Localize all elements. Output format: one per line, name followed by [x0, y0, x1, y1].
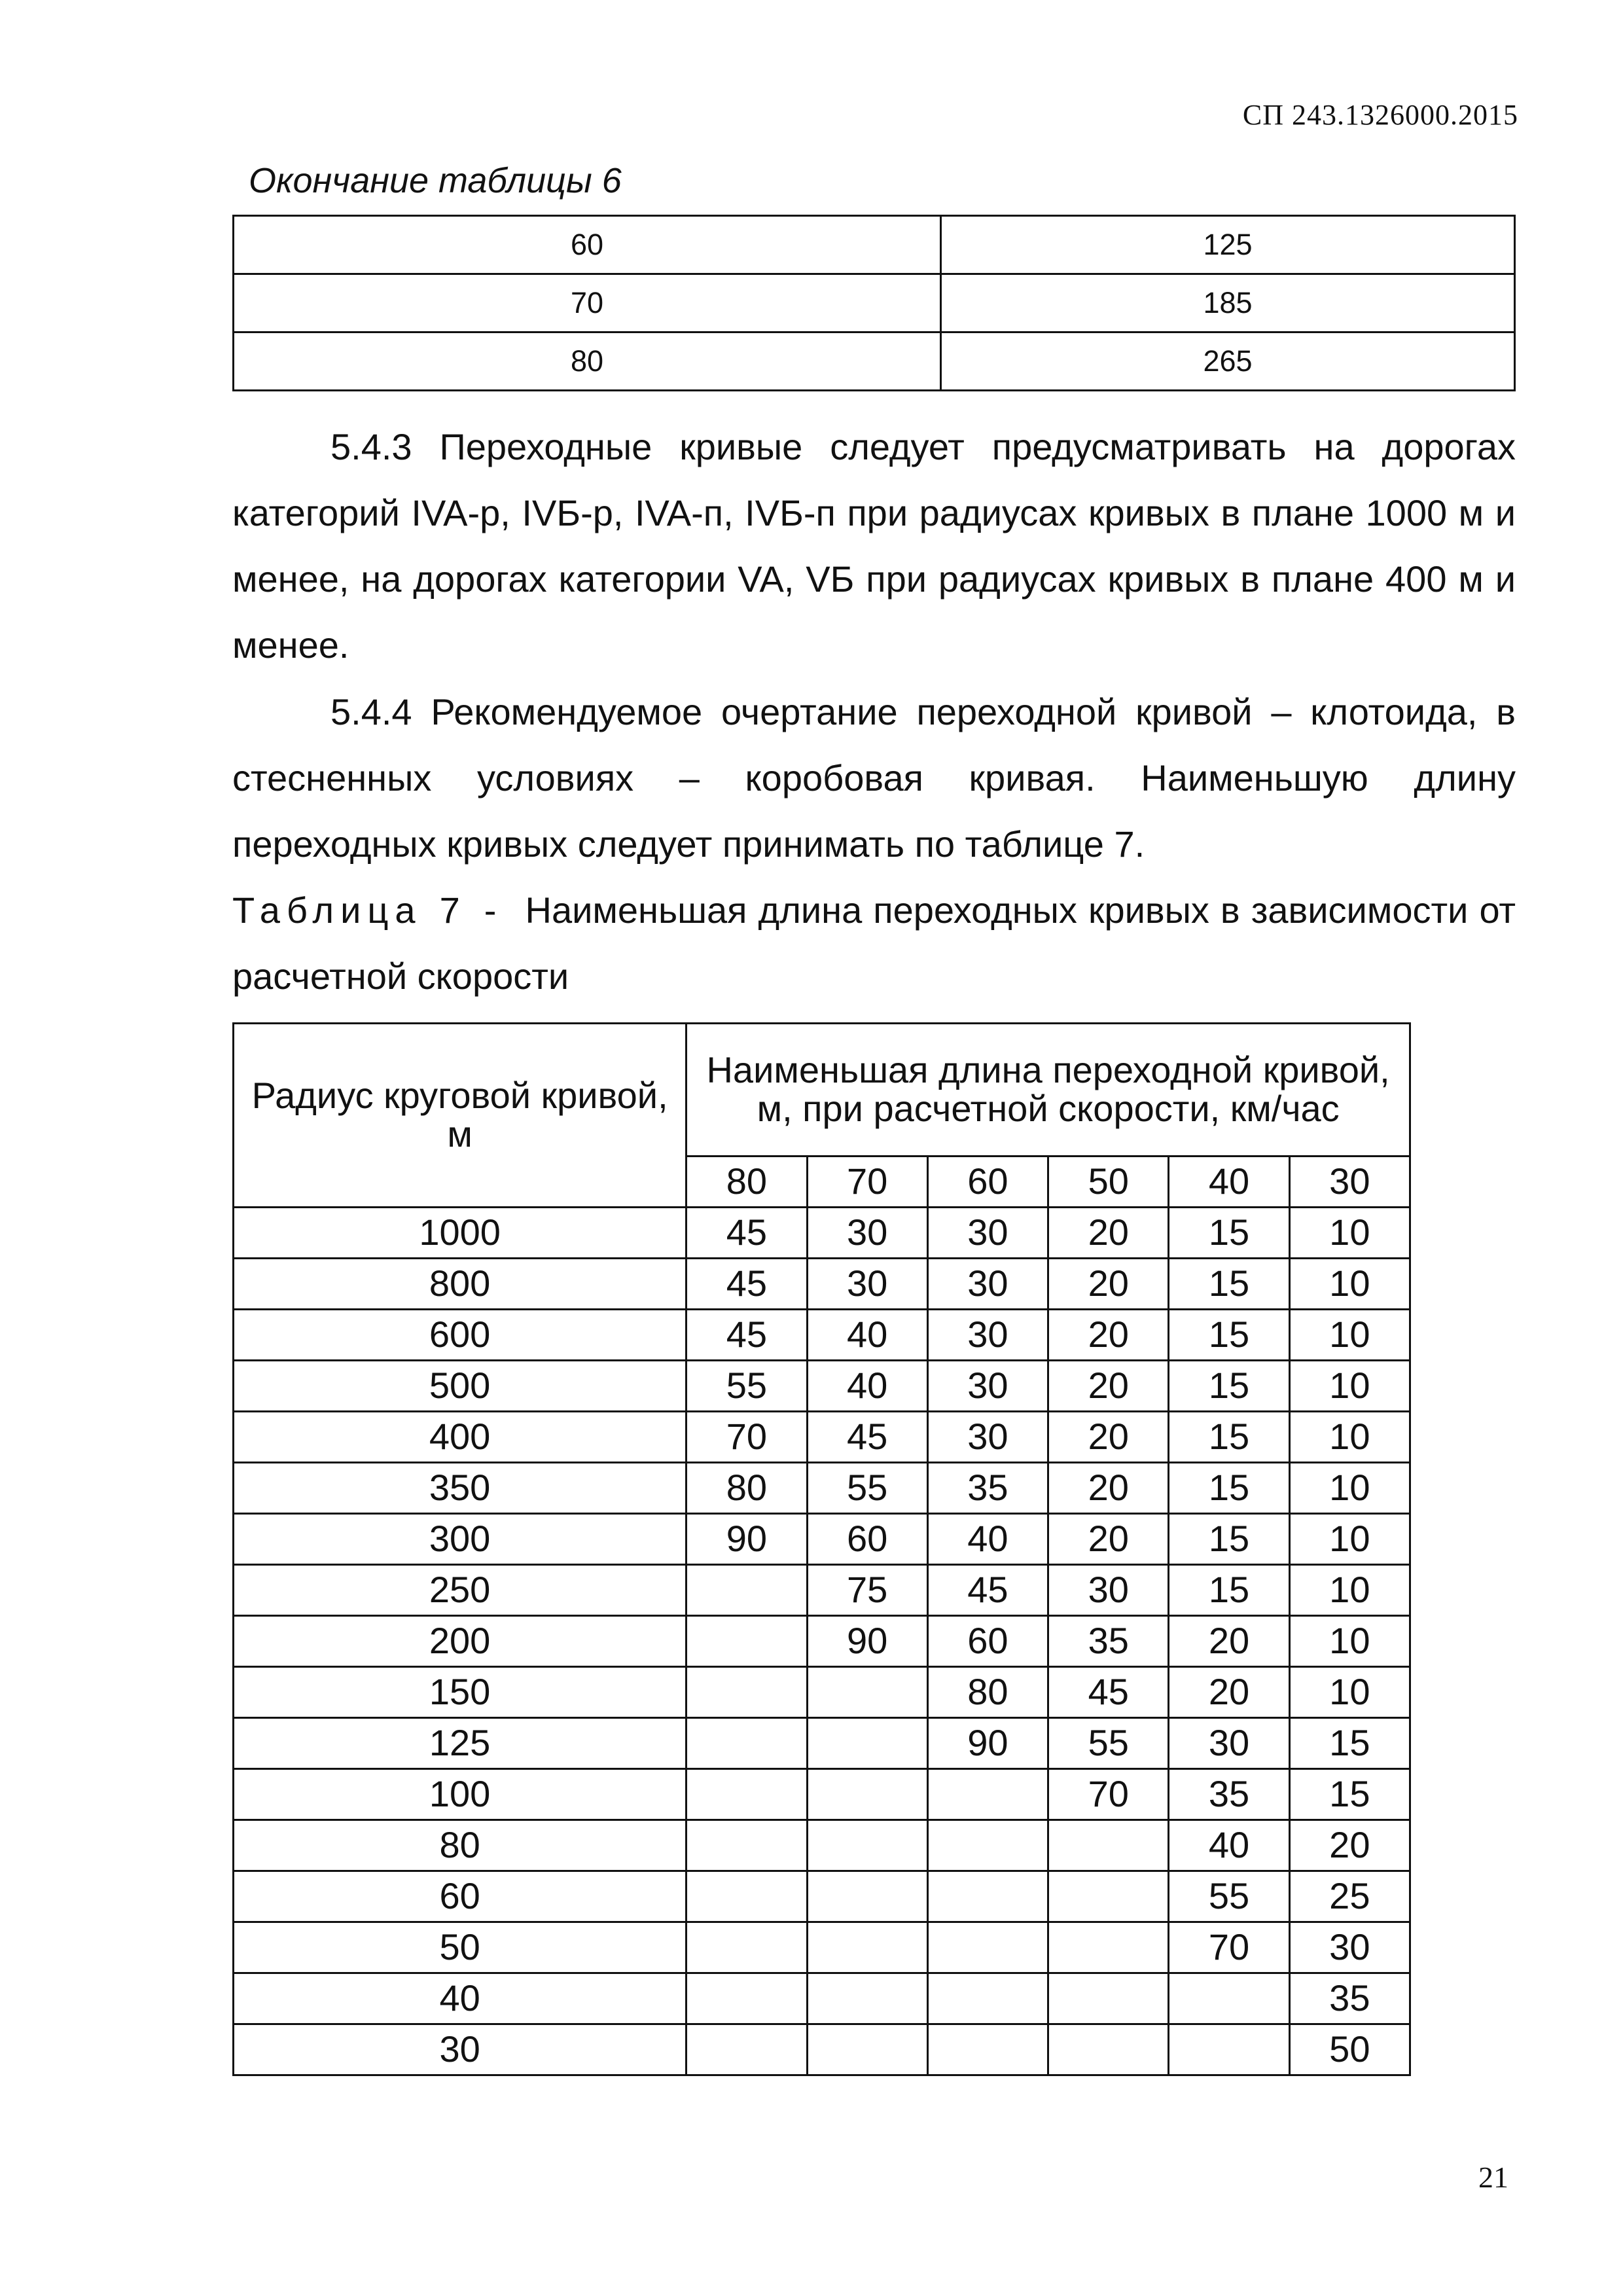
- table6-cell-speed: 60: [234, 216, 941, 274]
- table7-cell-radius: 1000: [234, 1208, 687, 1259]
- table7-cell-length: 30: [927, 1310, 1048, 1361]
- table7-cell-length: 25: [1289, 1871, 1410, 1922]
- table7-cell-length: 10: [1289, 1514, 1410, 1565]
- table7-cell-length: 90: [927, 1718, 1048, 1769]
- table7-cell-length: [687, 1616, 807, 1667]
- table7-cell-length: 15: [1169, 1361, 1289, 1412]
- table7-cell-radius: 800: [234, 1259, 687, 1310]
- table7-cell-length: 70: [1169, 1922, 1289, 1973]
- table7-cell-length: 40: [807, 1310, 927, 1361]
- table7-row: [234, 1718, 1410, 1769]
- table7-cell-length: [1048, 1922, 1169, 1973]
- table7-body: [234, 1208, 1410, 2075]
- table7-cell-length: 40: [807, 1361, 927, 1412]
- table7-cell-length: 20: [1169, 1616, 1289, 1667]
- table7-cell-radius: 30: [234, 2024, 687, 2075]
- table7-cell-length: 90: [807, 1616, 927, 1667]
- table6-cell-speed: 80: [234, 332, 941, 391]
- table7-cell-length: 15: [1169, 1208, 1289, 1259]
- table7-cell-length: 10: [1289, 1616, 1410, 1667]
- table7-cell-length: 35: [1289, 1973, 1410, 2024]
- table7-row: [234, 1565, 1410, 1616]
- header-speed-80: 80: [687, 1157, 807, 1208]
- table7-caption-text: Наименьшая длина переходных кривых в зависимости от расчетной скорости: [232, 889, 1516, 997]
- table7-cell-length: 10: [1289, 1208, 1410, 1259]
- table7-caption-label: Таблица 7 -: [232, 889, 503, 931]
- table7-cell-length: [927, 1820, 1048, 1871]
- table7-cell-length: 20: [1169, 1667, 1289, 1718]
- table7-row: [234, 2024, 1410, 2075]
- header-radius: Радиус круговой кривой, м: [234, 1024, 687, 1208]
- table7-cell-length: 20: [1048, 1412, 1169, 1463]
- table7-cell-length: 80: [927, 1667, 1048, 1718]
- table6-cell-value: 125: [941, 216, 1515, 274]
- table7-cell-length: [807, 2024, 927, 2075]
- table7-cell-length: 30: [927, 1412, 1048, 1463]
- table7-cell-radius: 200: [234, 1616, 687, 1667]
- table7-cell-length: 35: [1048, 1616, 1169, 1667]
- table7-cell-length: 55: [687, 1361, 807, 1412]
- table7-row: [234, 1667, 1410, 1718]
- table7-cell-length: 10: [1289, 1259, 1410, 1310]
- table6-row: [234, 274, 1515, 332]
- header-speed-40: 40: [1169, 1157, 1289, 1208]
- table7-cell-length: 15: [1169, 1412, 1289, 1463]
- table7-cell-length: 35: [1169, 1769, 1289, 1820]
- table6-row: [234, 332, 1515, 391]
- table7-cell-length: 30: [927, 1361, 1048, 1412]
- paragraph-5-4-4: 5.4.4 Рекомендуемое очертание переходной кривой – клотоида, в стесненных условиях – коробовая кривая. Наименьшую длину переходных кривых следует принимать по таблице 7.: [232, 691, 1516, 865]
- table7-cell-length: [927, 1922, 1048, 1973]
- table7-cell-length: 45: [687, 1208, 807, 1259]
- table7-cell-length: [1048, 1820, 1169, 1871]
- header-speed-60: 60: [927, 1157, 1048, 1208]
- table7-cell-length: 90: [687, 1514, 807, 1565]
- table7-cell-length: 30: [927, 1208, 1048, 1259]
- table7-cell-length: 30: [927, 1259, 1048, 1310]
- table7-cell-length: [807, 1667, 927, 1718]
- table7-cell-length: 15: [1169, 1514, 1289, 1565]
- table7: [232, 1022, 1411, 2076]
- table7-cell-length: 70: [687, 1412, 807, 1463]
- table7-row: [234, 1616, 1410, 1667]
- table7-cell-length: [687, 1871, 807, 1922]
- table7-cell-length: 45: [807, 1412, 927, 1463]
- table7-cell-length: 30: [1048, 1565, 1169, 1616]
- table7-cell-length: [807, 1718, 927, 1769]
- table6-cell-value: 185: [941, 274, 1515, 332]
- table7-cell-length: [687, 2024, 807, 2075]
- table7-cell-length: 45: [927, 1565, 1048, 1616]
- table7-cell-length: [927, 1871, 1048, 1922]
- table7-cell-length: 15: [1289, 1769, 1410, 1820]
- table7-caption: [232, 877, 1516, 1009]
- table7-row: [234, 1820, 1410, 1871]
- table7-cell-length: 10: [1289, 1412, 1410, 1463]
- table7-row: [234, 1973, 1410, 2024]
- table6-caption: Окончание таблицы 6: [249, 161, 622, 200]
- table7-row: [234, 1259, 1410, 1310]
- table7-cell-radius: 600: [234, 1310, 687, 1361]
- table7-cell-length: [1048, 2024, 1169, 2075]
- table7-cell-length: [687, 1565, 807, 1616]
- header-speed-50: 50: [1048, 1157, 1169, 1208]
- table7-cell-length: [1048, 1871, 1169, 1922]
- table6: [232, 215, 1516, 391]
- table7-cell-length: 20: [1048, 1208, 1169, 1259]
- table7-cell-radius: 150: [234, 1667, 687, 1718]
- table7-cell-length: 80: [687, 1463, 807, 1514]
- table7-cell-length: [1169, 1973, 1289, 2024]
- table7-cell-length: 35: [927, 1463, 1048, 1514]
- table7-cell-length: [687, 1667, 807, 1718]
- table7-row: [234, 1208, 1410, 1259]
- table7-cell-length: 10: [1289, 1565, 1410, 1616]
- table7-cell-length: [807, 1922, 927, 1973]
- table7-cell-length: [687, 1718, 807, 1769]
- table7-header-row: [234, 1024, 1410, 1157]
- table7-cell-radius: 300: [234, 1514, 687, 1565]
- table7-cell-length: 30: [1289, 1922, 1410, 1973]
- table7-cell-length: 20: [1048, 1310, 1169, 1361]
- table7-row: [234, 1514, 1410, 1565]
- table7-cell-length: 10: [1289, 1361, 1410, 1412]
- table7-cell-length: 50: [1289, 2024, 1410, 2075]
- table7-cell-radius: 60: [234, 1871, 687, 1922]
- document-code: СП 243.1326000.2015: [1242, 99, 1518, 131]
- table7-cell-length: 55: [1048, 1718, 1169, 1769]
- table7-cell-radius: 80: [234, 1820, 687, 1871]
- table7-cell-length: 20: [1048, 1361, 1169, 1412]
- table7-cell-length: 20: [1289, 1820, 1410, 1871]
- table7-cell-length: [807, 1769, 927, 1820]
- table7-cell-length: 20: [1048, 1259, 1169, 1310]
- table6-cell-value: 265: [941, 332, 1515, 391]
- table7-cell-length: 10: [1289, 1310, 1410, 1361]
- table7-row: [234, 1412, 1410, 1463]
- table7-cell-length: 55: [807, 1463, 927, 1514]
- table7-cell-length: 30: [807, 1208, 927, 1259]
- table7-cell-length: 70: [1048, 1769, 1169, 1820]
- table7-cell-radius: 500: [234, 1361, 687, 1412]
- table7-cell-length: [807, 1973, 927, 2024]
- table7-cell-length: [1169, 2024, 1289, 2075]
- table7-cell-length: 45: [1048, 1667, 1169, 1718]
- table7-cell-length: 20: [1048, 1514, 1169, 1565]
- table7-cell-length: 10: [1289, 1463, 1410, 1514]
- table7-row: [234, 1310, 1410, 1361]
- table7-cell-length: [927, 1973, 1048, 2024]
- table7-head: [234, 1024, 1410, 1208]
- table7-cell-radius: 250: [234, 1565, 687, 1616]
- header-speed-70: 70: [807, 1157, 927, 1208]
- table6-row: [234, 216, 1515, 274]
- table7-cell-length: [807, 1820, 927, 1871]
- table7-row: [234, 1769, 1410, 1820]
- header-min-length: Наименьшая длина переходной кривой, м, при расчетной скорости, км/час: [687, 1024, 1410, 1157]
- table7-cell-length: [927, 2024, 1048, 2075]
- table7-cell-length: 30: [807, 1259, 927, 1310]
- table6-cell-speed: 70: [234, 274, 941, 332]
- table7-cell-length: [687, 1769, 807, 1820]
- table7-cell-radius: 350: [234, 1463, 687, 1514]
- table7-cell-length: 55: [1169, 1871, 1289, 1922]
- table7-cell-radius: 400: [234, 1412, 687, 1463]
- table7-cell-length: [807, 1871, 927, 1922]
- table7-cell-length: 45: [687, 1259, 807, 1310]
- table7-cell-length: 15: [1289, 1718, 1410, 1769]
- table7-cell-length: 75: [807, 1565, 927, 1616]
- table7-cell-length: 15: [1169, 1310, 1289, 1361]
- page-number: 21: [1478, 2161, 1508, 2194]
- table7-cell-length: 45: [687, 1310, 807, 1361]
- table7-cell-length: 60: [927, 1616, 1048, 1667]
- table7-cell-length: 20: [1048, 1463, 1169, 1514]
- table7-cell-length: 10: [1289, 1667, 1410, 1718]
- table7-cell-length: [687, 1820, 807, 1871]
- table7-cell-length: 40: [1169, 1820, 1289, 1871]
- table7-cell-length: 15: [1169, 1259, 1289, 1310]
- table7-row: [234, 1871, 1410, 1922]
- table7-cell-radius: 125: [234, 1718, 687, 1769]
- table7-cell-length: [927, 1769, 1048, 1820]
- table7-cell-radius: 50: [234, 1922, 687, 1973]
- table6-body: [234, 216, 1515, 391]
- table7-cell-radius: 100: [234, 1769, 687, 1820]
- table7-cell-length: [687, 1973, 807, 2024]
- table7-cell-radius: 40: [234, 1973, 687, 2024]
- table7-row: [234, 1922, 1410, 1973]
- table7-cell-length: 30: [1169, 1718, 1289, 1769]
- table7-cell-length: [687, 1922, 807, 1973]
- header-speed-30: 30: [1289, 1157, 1410, 1208]
- table7-row: [234, 1463, 1410, 1514]
- table7-cell-length: 40: [927, 1514, 1048, 1565]
- paragraph-5-4-3: 5.4.3 Переходные кривые следует предусматривать на дорогах категорий IVA-р, IVБ-р, IVA-п, IVБ-п при радиусах кривых в плане 1000 м и менее, на дорогах категории VA, VБ при радиусах кривых в плане 400 м и менее.: [232, 426, 1516, 666]
- table7-row: [234, 1361, 1410, 1412]
- table7-cell-length: [1048, 1973, 1169, 2024]
- table7-cell-length: 60: [807, 1514, 927, 1565]
- table7-cell-length: 15: [1169, 1463, 1289, 1514]
- table7-cell-length: 15: [1169, 1565, 1289, 1616]
